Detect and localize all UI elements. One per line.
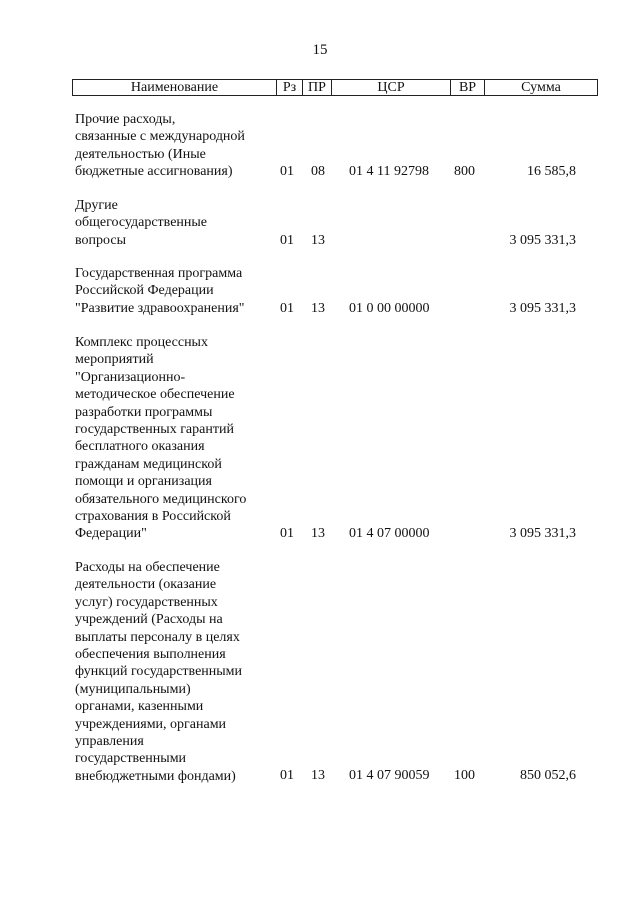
row-csr: 01 4 07 90059 — [349, 768, 430, 783]
page-number: 15 — [312, 42, 328, 58]
row-vr: 100 — [454, 768, 475, 783]
row-rz: 01 — [280, 768, 294, 783]
row-pr: 13 — [311, 301, 325, 316]
header-pr: ПР — [302, 80, 331, 95]
table-header — [72, 79, 598, 96]
row-pr: 13 — [311, 233, 325, 248]
row-csr: 01 0 00 00000 — [349, 301, 430, 316]
header-sum: Сумма — [484, 80, 597, 95]
row-pr: 13 — [311, 768, 325, 783]
row-csr: 01 4 07 00000 — [349, 526, 430, 541]
row-rz: 01 — [280, 164, 294, 179]
row-rz: 01 — [280, 301, 294, 316]
header-name: Наименование — [130, 80, 219, 95]
row-pr: 08 — [311, 164, 325, 179]
row-csr: 01 4 11 92798 — [349, 164, 429, 179]
row-name: Расходы на обеспечение деятельности (оказание услуг) государственных учреждений (Расходы на выплаты персоналу в целях обеспечения выполнения функций государственными (муниципальными) органами, казенными учреждениями, органами управления государственными внебюджетными фондами) — [75, 560, 243, 784]
row-name: Комплекс процессных мероприятий "Организационно- методическое обеспечение разработки программы государственных гарантий бесплатного оказания гражданам медицинской помощи и организация обязательного медицинского страхования в Российской Федерации" — [75, 335, 247, 542]
row-sum: 3 095 331,3 — [509, 526, 576, 541]
row-name: Другие общегосударственные вопросы — [75, 198, 208, 248]
header-csr: ЦСР — [331, 80, 450, 95]
row-pr: 13 — [311, 526, 325, 541]
row-vr: 800 — [454, 164, 475, 179]
row-name: Прочие расходы, связанные с международной деятельностью (Иные бюджетные ассигнования) — [75, 112, 245, 180]
header-vr: ВР — [450, 80, 484, 95]
row-rz: 01 — [280, 526, 294, 541]
row-sum: 850 052,6 — [520, 768, 576, 783]
row-name: Государственная программа Российской Федерации "Развитие здравоохранения" — [75, 266, 245, 316]
row-sum: 3 095 331,3 — [509, 233, 576, 248]
header-rz: Рз — [276, 80, 302, 95]
row-sum: 16 585,8 — [527, 164, 576, 179]
row-sum: 3 095 331,3 — [509, 301, 576, 316]
row-rz: 01 — [280, 233, 294, 248]
